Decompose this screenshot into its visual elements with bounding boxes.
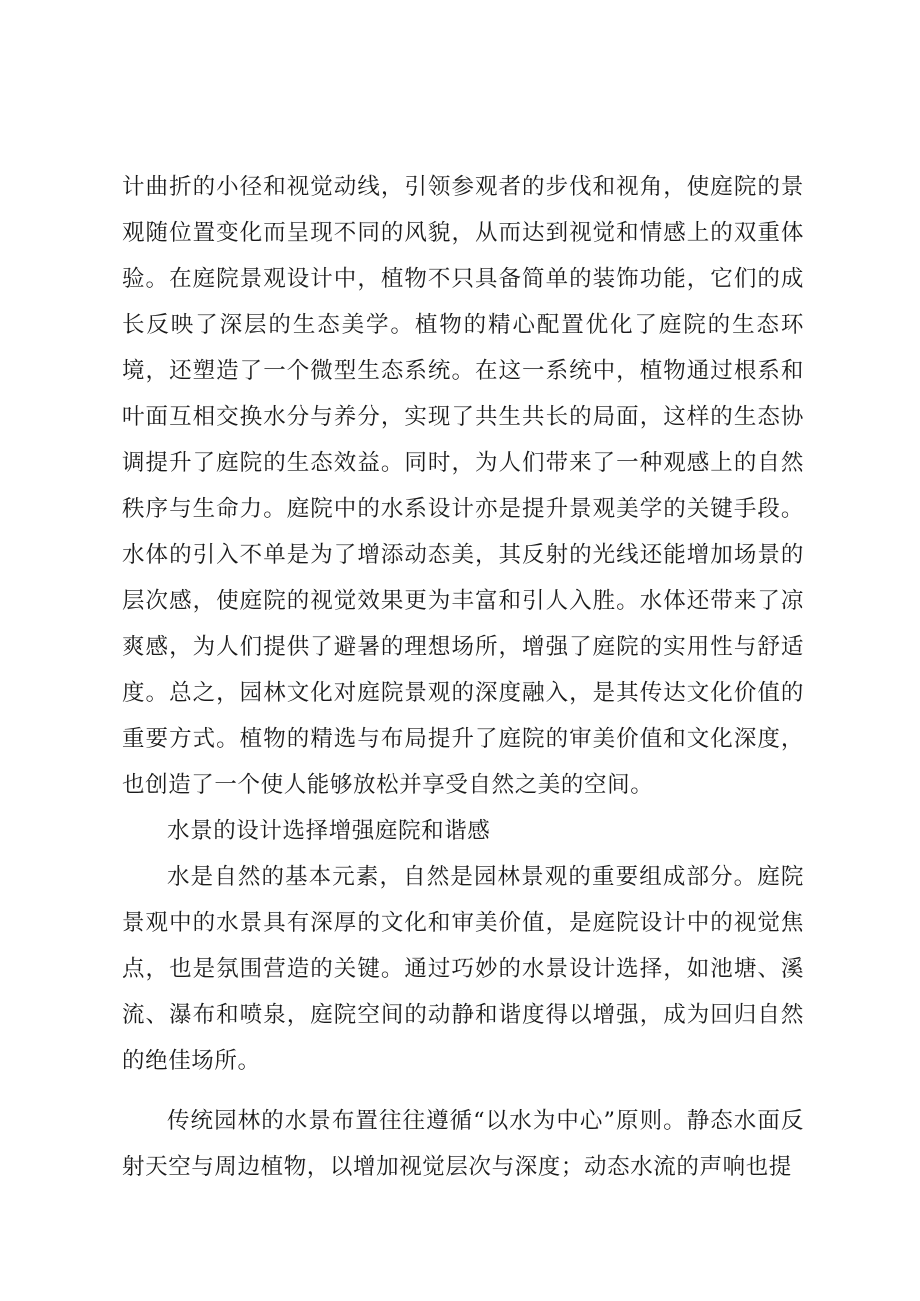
document-page (122, 164, 804, 1190)
section-heading: 水景的设计选择增强庭院和谐感 (167, 818, 491, 844)
paragraph-water-element: 水是自然的基本元素，自然是园林景观的重要组成部分。庭院景观中的水景具有深厚的文化和审美价值，是庭院设计中的视觉焦点，也是氛围营造的关键。通过巧妙的水景设计选择，如池塘、溪流、瀑布和喷泉，庭院空间的动静和谐度得以增强，成为回归自然的绝佳场所。 (122, 864, 804, 1074)
paragraph-continuation: 计曲折的小径和视觉动线，引领参观者的步伐和视角，使庭院的景观随位置变化而呈现不同的风貌，从而达到视觉和情感上的双重体验。在庭院景观设计中，植物不只具备简单的装饰功能，它们的成长反映了深层的生态美学。植物的精心配置优化了庭院的生态环境，还塑造了一个微型生态系统。在这一系统中，植物通过根系和叶面互相交换水分与养分，实现了共生共长的局面，这样的生态协调提升了庭院的生态效益。同时，为人们带来了一种观感上的自然秩序与生命力。庭院中的水系设计亦是提升景观美学的关键手段。水体的引入不单是为了增添动态美，其反射的光线还能增加场景的层次感，使庭院的视觉效果更为丰富和引人入胜。水体还带来了凉爽感，为人们提供了避暑的理想场所，增强了庭院的实用性与舒适度。总之，园林文化对庭院景观的深度融入，是其传达文化价值的重要方式。植物的精选与布局提升了庭院的审美价值和文化深度，也创造了一个使人能够放松并享受自然之美的空间。 (122, 174, 804, 798)
paragraph-traditional-garden: 传统园林的水景布置往往遵循“以水为中心”原则。静态水面反射天空与周边植物，以增加视觉层次与深度；动态水流的声响也提 (122, 1108, 804, 1180)
